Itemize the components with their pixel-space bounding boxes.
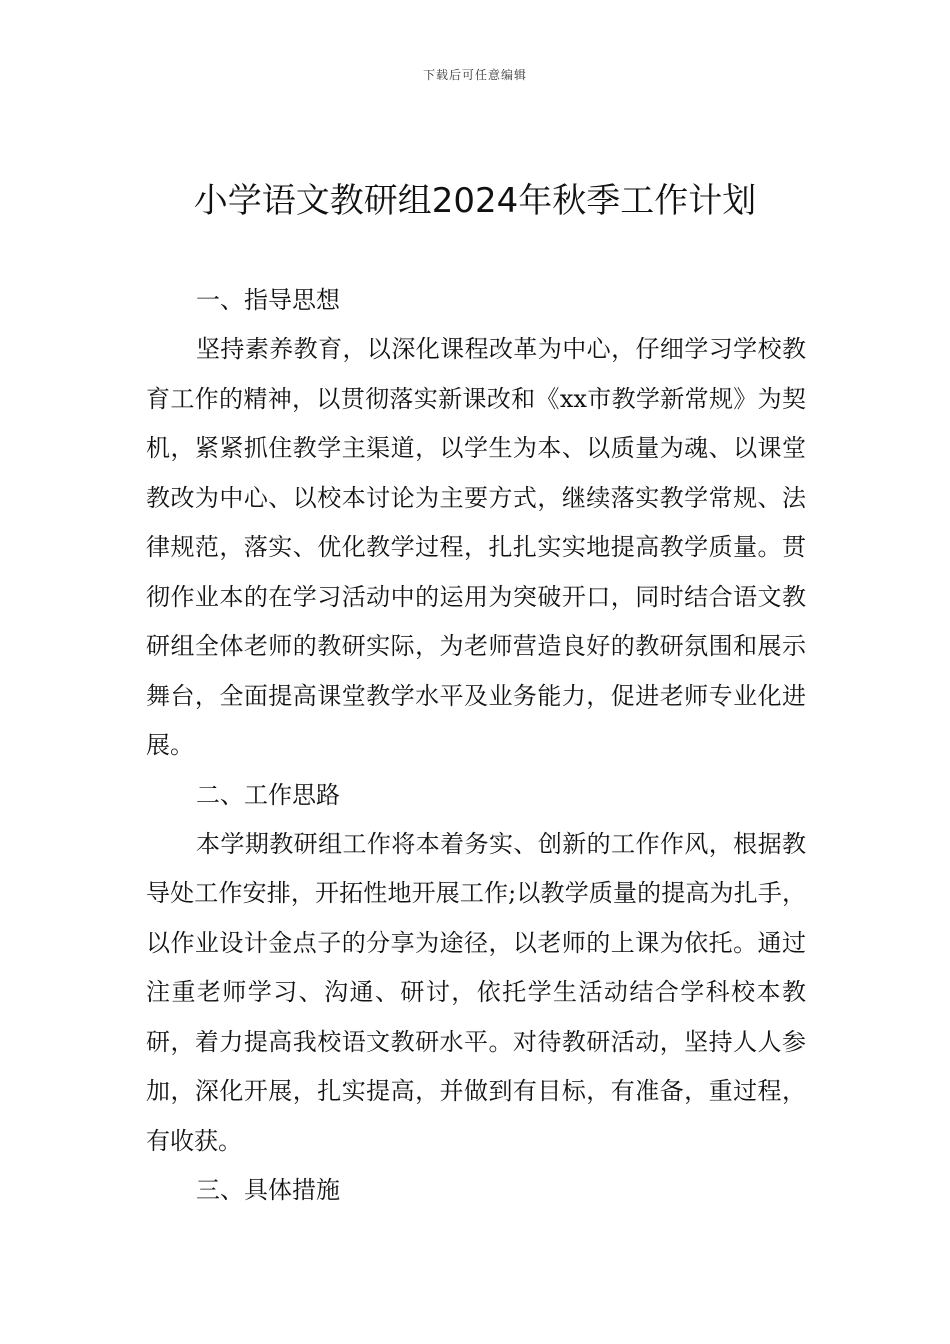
document-body: [146, 276, 806, 1215]
section-heading-3: 三、具体措施: [196, 1176, 340, 1204]
section-paragraph-2: 本学期教研组工作将本着务实、创新的工作作风，根据教导处工作安排，开拓性地开展工作;以教学质量的提高为扎手，以作业设计金点子的分享为途径，以老师的上课为依托。通过注重老师学习、沟通、研讨，依托学生活动结合学科校本教研，着力提高我校语文教研水平。对待教研活动，坚持人人参加，深化开展，扎实提高，并做到有目标，有准备，重过程，有收获。: [146, 829, 806, 1155]
section-paragraph-1: 坚持素养教育，以深化课程改革为中心，仔细学习学校教育工作的精神，以贯彻落实新课改和《xx市教学新常规》为契机，紧紧抓住教学主渠道，以学生为本、以质量为魂、以课堂教改为中心、以校本讨论为主要方式，继续落实教学常规、法律规范，落实、优化教学过程，扎扎实实地提高教学质量。贯彻作业本的在学习活动中的运用为突破开口，同时结合语文教研组全体老师的教研实际，为老师营造良好的教研氛围和展示舞台，全面提高课堂教学水平及业务能力，促进老师专业化进展。: [146, 335, 806, 759]
document-title: 小学语文教研组2024年秋季工作计划: [193, 181, 757, 221]
section-heading-1: 一、指导思想: [196, 286, 340, 314]
page-header-note: 下载后可任意编辑: [422, 68, 527, 82]
section-heading-2: 二、工作思路: [196, 780, 340, 809]
